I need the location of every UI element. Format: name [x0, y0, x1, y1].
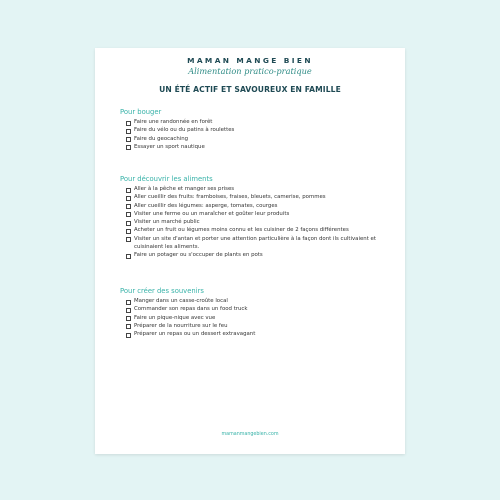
- section-heading: Pour découvrir les aliments: [120, 175, 213, 183]
- list-item: [120, 235, 385, 252]
- item-text: Manger dans un casse-croûte local: [134, 298, 228, 304]
- list-item: [120, 251, 385, 259]
- checkbox-icon: [126, 145, 131, 150]
- section-pour-creer: [120, 287, 385, 338]
- list-item: [120, 330, 385, 338]
- item-text: Essayer un sport nautique: [134, 143, 205, 150]
- checkbox-icon: [126, 196, 131, 201]
- checkbox-icon: [126, 237, 131, 242]
- item-text: Commander son repas dans un food truck: [134, 306, 248, 313]
- item-text: Faire du vélo ou du patins à roulettes: [134, 127, 235, 134]
- checkbox-icon: [126, 129, 131, 134]
- section-pour-bouger: [120, 108, 385, 151]
- list-item: [120, 210, 385, 218]
- brand-name: MAMAN MANGE BIEN: [187, 56, 313, 65]
- list-item: [120, 135, 385, 143]
- checkbox-icon: [126, 308, 131, 313]
- checkbox-icon: [126, 300, 131, 305]
- document-page: [95, 48, 405, 454]
- section-pour-decouvrir: [120, 175, 385, 260]
- list-item: [120, 143, 385, 151]
- section-heading: Pour bouger: [120, 108, 162, 116]
- list-item: [120, 305, 385, 313]
- item-text: Aller à la pêche et manger ses prises: [134, 186, 235, 192]
- checkbox-icon: [126, 254, 131, 259]
- checkbox-icon: [126, 204, 131, 209]
- checkbox-icon: [126, 121, 131, 126]
- checkbox-icon: [126, 324, 131, 329]
- list-item: [120, 218, 385, 226]
- item-text: Visiter un marché public: [134, 219, 200, 226]
- footer-url: mamanmangebien.com: [221, 432, 279, 437]
- item-text: Aller cueillir des fruits: framboises, fraises, bleuets, camerise, pommes: [134, 194, 326, 201]
- checkbox-icon: [126, 333, 131, 338]
- item-text: Visiter une ferme ou un maraîcher et goûter leur produits: [134, 210, 290, 217]
- list-item: [120, 193, 385, 201]
- item-text: Aller cueillir des légumes: asperge, tomates, courges: [134, 202, 278, 209]
- checkbox-icon: [126, 212, 131, 217]
- item-text: Visiter un site d'antan et porter une attention particulière à la façon dont ils cultivaient et cuisinaient les aliments.: [134, 235, 376, 251]
- brand-tagline: Alimentation pratico-pratique: [188, 66, 312, 76]
- list-item: [120, 185, 385, 193]
- section-heading: Pour créer des souvenirs: [120, 287, 204, 295]
- list-item: [120, 297, 385, 305]
- list-item: [120, 314, 385, 322]
- list-item: [120, 118, 385, 126]
- list-item: [120, 322, 385, 330]
- item-text: Faire une randonnée en forêt: [134, 119, 213, 125]
- list-item: [120, 202, 385, 210]
- checklist: [120, 185, 385, 260]
- checklist: [120, 297, 385, 338]
- item-text: Faire un potager ou s'occuper de plants en pots: [134, 252, 263, 259]
- item-text: Faire un pique-nique avec vue: [134, 314, 216, 321]
- checklist: [120, 118, 385, 151]
- item-text: Préparer un repas ou un dessert extravagant: [134, 331, 256, 338]
- item-text: Préparer de la nourriture sur le feu: [134, 322, 228, 329]
- item-text: Acheter un fruit ou légumes moins connu et les cuisiner de 2 façons différentes: [134, 227, 349, 234]
- item-text: Faire du geocaching: [134, 135, 189, 142]
- checkbox-icon: [126, 188, 131, 193]
- checkbox-icon: [126, 229, 131, 234]
- list-item: [120, 226, 385, 234]
- checkbox-icon: [126, 316, 131, 321]
- list-item: [120, 126, 385, 134]
- checkbox-icon: [126, 221, 131, 226]
- document-title: UN ÉTÉ ACTIF ET SAVOUREUX EN FAMILLE: [159, 85, 341, 94]
- checkbox-icon: [126, 137, 131, 142]
